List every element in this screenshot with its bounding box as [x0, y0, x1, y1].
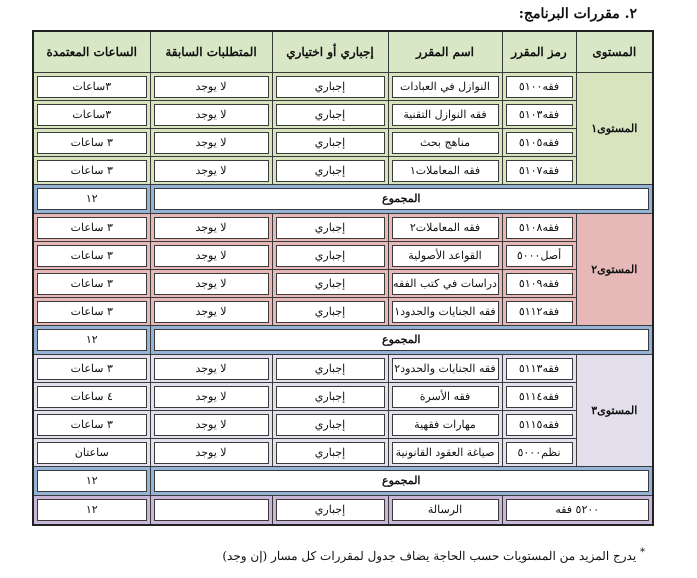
- thesis-prereq: [150, 496, 272, 526]
- course-type: إجباري: [272, 73, 388, 101]
- course-hours: ٣ساعات: [33, 101, 150, 129]
- table-row: [33, 73, 653, 101]
- course-name: صياغة العقود القانونية: [388, 439, 502, 467]
- footnote: [222, 547, 645, 563]
- header-hours: الساعات المعتمدة: [33, 31, 150, 73]
- course-prereq: لا يوجد: [150, 214, 272, 242]
- course-prereq: لا يوجد: [150, 270, 272, 298]
- course-prereq: لا يوجد: [150, 157, 272, 185]
- table-row: [33, 411, 653, 439]
- header-type: إجباري أو اختياري: [272, 31, 388, 73]
- course-name: القواعد الأصولية: [388, 242, 502, 270]
- course-type: إجباري: [272, 129, 388, 157]
- course-code: أصل٥٠٠٠: [502, 242, 576, 270]
- course-type: إجباري: [272, 214, 388, 242]
- footnote-text: يدرج المزيد من المستويات حسب الحاجة يضاف جدول لمقررات كل مسار (إن وجد): [222, 549, 637, 563]
- course-type: إجباري: [272, 298, 388, 326]
- course-hours: ٣ ساعات: [33, 242, 150, 270]
- course-code: فقه٥١١٢: [502, 298, 576, 326]
- level-label: المستوى٣: [576, 355, 653, 467]
- course-code: نظم٥٠٠٠: [502, 439, 576, 467]
- course-hours: ساعتان: [33, 439, 150, 467]
- course-name: فقه الأسرة: [388, 383, 502, 411]
- level-label: المستوى١: [576, 73, 653, 185]
- table-row: [33, 270, 653, 298]
- course-hours: ٣ ساعات: [33, 411, 150, 439]
- course-type: إجباري: [272, 270, 388, 298]
- table-row: [33, 439, 653, 467]
- total-hours: ١٢: [33, 326, 150, 355]
- course-prereq: لا يوجد: [150, 439, 272, 467]
- course-prereq: لا يوجد: [150, 242, 272, 270]
- header-level: المستوى: [576, 31, 653, 73]
- thesis-code: ٥٢٠٠ فقه: [502, 496, 653, 526]
- course-name: النوازل في العبادات: [388, 73, 502, 101]
- course-code: فقه٥١٠٥: [502, 129, 576, 157]
- course-code: فقه٥١٠٠: [502, 73, 576, 101]
- course-hours: ٣ ساعات: [33, 270, 150, 298]
- course-prereq: لا يوجد: [150, 355, 272, 383]
- thesis-type: إجباري: [272, 496, 388, 526]
- course-type: إجباري: [272, 157, 388, 185]
- total-label: المجموع: [150, 185, 653, 214]
- course-name: دراسات في كتب الفقه: [388, 270, 502, 298]
- course-code: فقه٥١١٤: [502, 383, 576, 411]
- course-prereq: لا يوجد: [150, 411, 272, 439]
- course-prereq: لا يوجد: [150, 298, 272, 326]
- course-hours: ٣ ساعات: [33, 214, 150, 242]
- course-name: فقه الجنايات والحدود١: [388, 298, 502, 326]
- course-prereq: لا يوجد: [150, 383, 272, 411]
- course-prereq: لا يوجد: [150, 73, 272, 101]
- table-row: [33, 157, 653, 185]
- header-prereq: المتطلبات السابقة: [150, 31, 272, 73]
- courses-table: [32, 30, 654, 526]
- thesis-row: [33, 496, 653, 526]
- course-code: فقه٥١٠٩: [502, 270, 576, 298]
- total-label: المجموع: [150, 467, 653, 496]
- table-header-row: [33, 31, 653, 73]
- course-type: إجباري: [272, 355, 388, 383]
- thesis-name: الرسالة: [388, 496, 502, 526]
- total-row: [33, 326, 653, 355]
- course-name: فقه المعاملات٢: [388, 214, 502, 242]
- course-type: إجباري: [272, 242, 388, 270]
- course-type: إجباري: [272, 439, 388, 467]
- table-row: [33, 383, 653, 411]
- header-code: رمز المقرر: [502, 31, 576, 73]
- course-type: إجباري: [272, 101, 388, 129]
- level-label: المستوى٢: [576, 214, 653, 326]
- course-hours: ٣ ساعات: [33, 355, 150, 383]
- thesis-hours: ١٢: [33, 496, 150, 526]
- table-row: [33, 298, 653, 326]
- table-row: [33, 214, 653, 242]
- section-heading: ٢. مقررات البرنامج:: [518, 6, 637, 22]
- course-hours: ٣ ساعات: [33, 157, 150, 185]
- course-prereq: لا يوجد: [150, 101, 272, 129]
- course-hours: ٤ ساعات: [33, 383, 150, 411]
- course-code: فقه٥١١٥: [502, 411, 576, 439]
- total-hours: ١٢: [33, 467, 150, 496]
- table-row: [33, 101, 653, 129]
- course-code: فقه٥١٠٨: [502, 214, 576, 242]
- footnote-mark: *: [640, 547, 645, 558]
- course-name: مناهج بحث: [388, 129, 502, 157]
- course-name: فقه الجنايات والحدود٢: [388, 355, 502, 383]
- course-type: إجباري: [272, 383, 388, 411]
- course-hours: ٣ساعات: [33, 73, 150, 101]
- header-name: اسم المقرر: [388, 31, 502, 73]
- course-name: مهارات فقهية: [388, 411, 502, 439]
- course-hours: ٣ ساعات: [33, 298, 150, 326]
- course-code: فقه٥١٠٧: [502, 157, 576, 185]
- total-label: المجموع: [150, 326, 653, 355]
- course-type: إجباري: [272, 411, 388, 439]
- total-row: [33, 467, 653, 496]
- course-name: فقه النوازل التقنية: [388, 101, 502, 129]
- course-code: فقه٥١١٣: [502, 355, 576, 383]
- course-code: فقه٥١٠٣: [502, 101, 576, 129]
- table-row: [33, 355, 653, 383]
- table-row: [33, 242, 653, 270]
- total-row: [33, 185, 653, 214]
- course-name: فقه المعاملات١: [388, 157, 502, 185]
- total-hours: ١٢: [33, 185, 150, 214]
- course-prereq: لا يوجد: [150, 129, 272, 157]
- course-hours: ٣ ساعات: [33, 129, 150, 157]
- table-row: [33, 129, 653, 157]
